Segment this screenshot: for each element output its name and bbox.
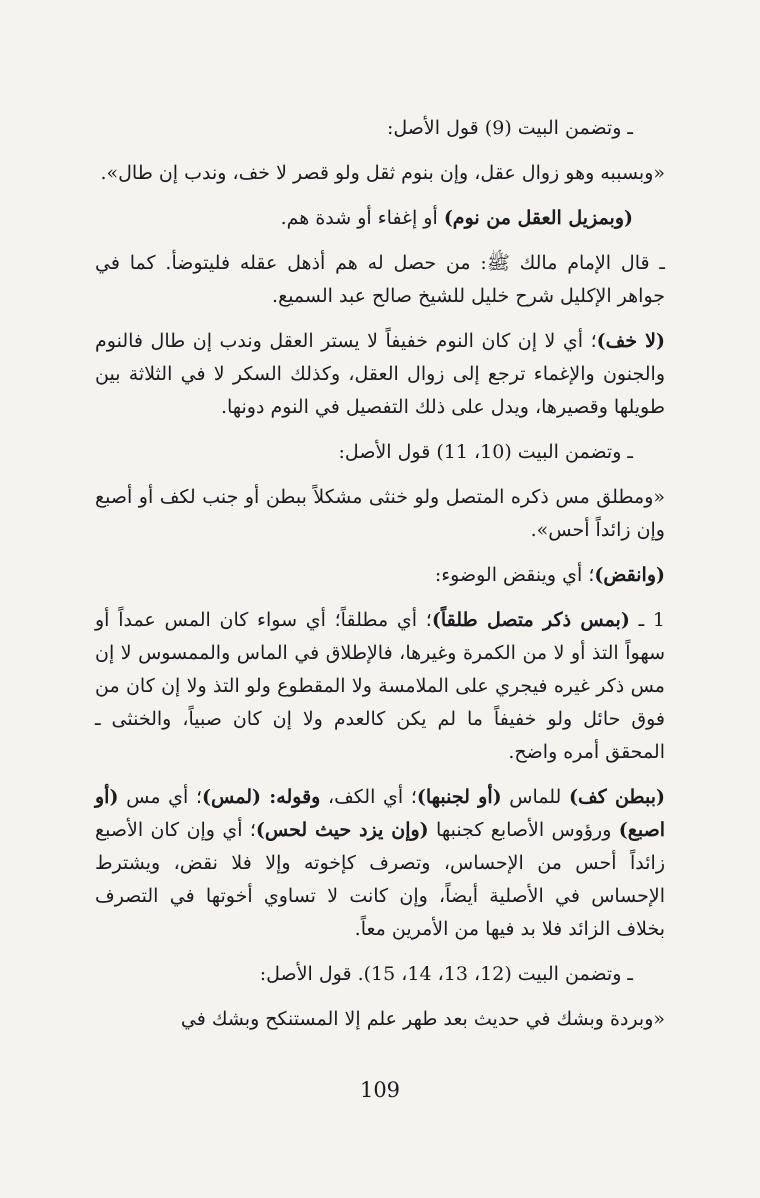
page-number: 109 — [359, 1078, 401, 1102]
text-run: ـ قال الإمام مالك ﷺ: من حصل له هم أذهل عقله فليتوضأ. كما في جواهر الإكليل شرح خليل للشيخ صالح عبد السميع. — [95, 252, 665, 307]
text-run: ؛ أي الكف، — [320, 786, 417, 808]
text-run: للماس — [501, 786, 569, 808]
text-run: ؛ أي لا إن كان النوم خفيفاً لا يستر العقل وندب إن طال فالنوم والجنون والإغماء ترجع إلى زوال العقل، وكذلك السكر لا في الثلاثة بين طويلها وقصيرها، ويدل على ذلك التفصيل في النوم دونها. — [95, 330, 665, 418]
text-run: ورؤوس الأصابع كجنبها — [428, 819, 619, 841]
text-run: ـ وتضمن البيت (12، 13، 14، 15). قول الأصل: — [259, 963, 633, 985]
text-run: ؛ أي مس — [118, 786, 203, 808]
bold-term: (وانقض) — [594, 564, 665, 586]
text-run: «وبردة وبشك في حديث بعد طهر علم إلا المستنكح وبشك في — [180, 1008, 665, 1030]
paragraph — [95, 436, 665, 469]
text-run: ؛ أي وينقض الوضوء: — [434, 564, 595, 586]
text-run: ؛ أي وإن كان الأصبع زائداً أحس من الإحساس، وتصرف كإخوته وإلا فلا نقض، ويشترط الإحساس في الأصلية أيضاً، وإن كانت لا تساوي أخوتها في التصرف بخلاف الزائد فلا بد فيها من الأمرين معاً. — [95, 819, 665, 940]
text-run: ـ وتضمن البيت (10، 11) قول الأصل: — [338, 441, 633, 463]
paragraph — [95, 157, 665, 190]
bold-term: (لا خف) — [596, 330, 665, 352]
bold-term: (أو اصبع) — [95, 786, 665, 841]
text-run: أو إغفاء أو شدة هم. — [280, 207, 444, 229]
paragraph — [95, 559, 665, 592]
bold-term: (بمس ذكر متصل طلقاً) — [431, 609, 630, 631]
paragraph — [95, 604, 665, 769]
page-body — [95, 112, 665, 1048]
paragraph — [95, 202, 665, 235]
paragraph — [95, 481, 665, 547]
paragraph — [95, 325, 665, 424]
paragraph — [95, 781, 665, 946]
bold-term: وقوله: (لمس) — [202, 786, 321, 808]
text-run: ؛ أي مطلقاً؛ أي سواء كان المس عمداً أو سهواً التذ أو لا من الكمرة وغيرها، فالإطلاق في الماس والممسوس لا إن مس ذكر غيره فيجري على الملامسة ولا المقطوع ولو التذ ولا إن كان من فوق حائل ولو خفيفاً ما لم يكن كالعدم ولا إن كان صبياً، والخنثى ـ المحقق أمره واضح. — [95, 609, 665, 763]
paragraph — [95, 247, 665, 313]
paragraph — [95, 112, 665, 145]
text-run: «وبسببه وهو زوال عقل، وإن بنوم ثقل ولو قصر لا خف، وندب إن طال». — [100, 162, 665, 184]
bold-term: (أو لجنبها) — [416, 786, 502, 808]
bold-term: (وإن يزد حيث لحس) — [255, 819, 429, 841]
text-run: 1 ـ — [629, 609, 665, 631]
bold-term: (وبمزيل العقل من نوم) — [443, 207, 633, 229]
text-run: «ومطلق مس ذكره المتصل ولو خنثى مشكلاً ببطن أو جنب لكف أو أصبع وإن زائداً أحس». — [95, 486, 665, 541]
text-run: ـ وتضمن البيت (9) قول الأصل: — [386, 117, 633, 139]
paragraph — [95, 958, 665, 991]
paragraph — [95, 1003, 665, 1036]
bold-term: (ببطن كف) — [569, 786, 666, 808]
